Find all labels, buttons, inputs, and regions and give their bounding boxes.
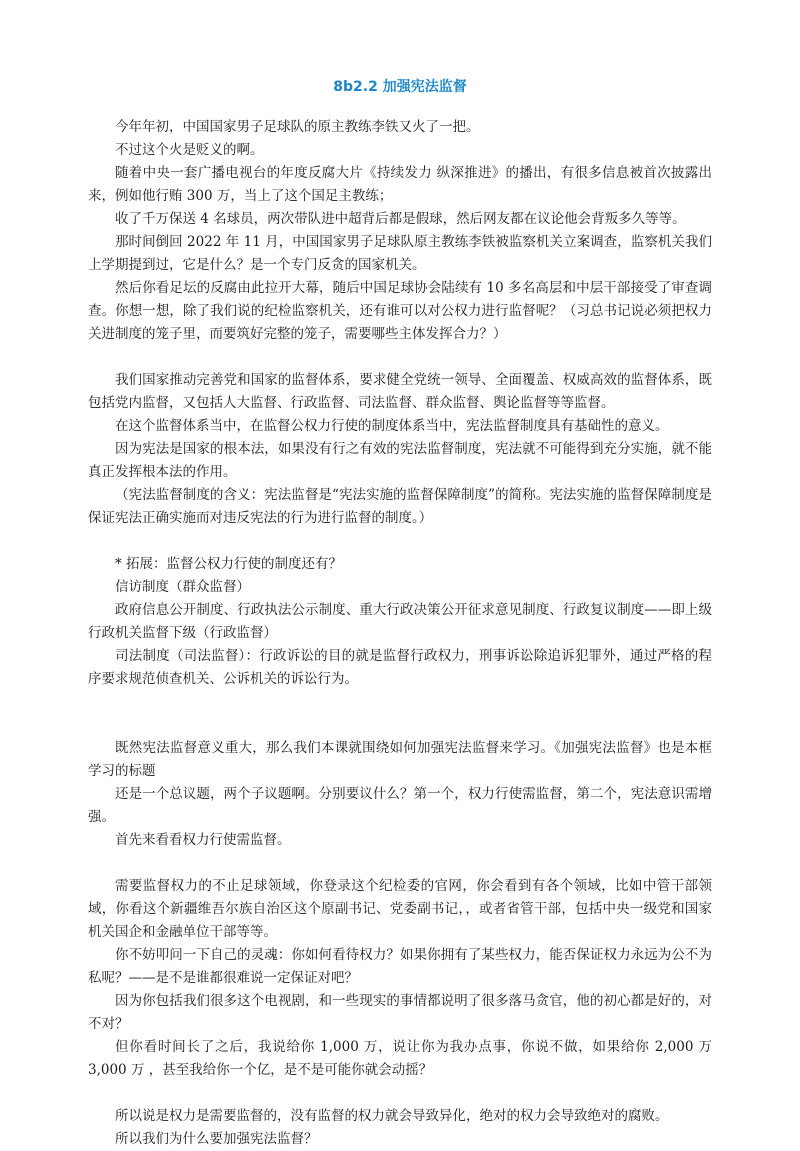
paragraph: 收了千万保送 4 名球员，两次带队进中超背后都是假球，然后网友都在议论他会背叛多久等等。: [115, 211, 686, 227]
blank-line: [88, 1082, 712, 1105]
paragraph: 因为你包括我们很多这个电视剧，和一些现实的事情都说明了很多落马贪官，他的初心都是好的，对不对？: [88, 993, 712, 1032]
paragraph: 所以我们为什么要加强宪法监督？: [115, 1131, 318, 1147]
blank-line: [88, 852, 712, 875]
paragraph: 政府信息公开制度、行政执法公示制度、重大行政决策公开征求意见制度、行政复议制度——即上级行政机关监督下级（行政监督）: [88, 602, 712, 641]
paragraph: 不过这个火是贬义的啊。: [115, 142, 264, 158]
paragraph: 因为宪法是国家的根本法，如果没有行之有效的宪法监督制度，宪法就不可能得到充分实施，就不能真正发挥根本法的作用。: [88, 441, 712, 480]
paragraph: 但你看时间长了之后，我说给你 1,000 万，说让你为我办点事，你说不做，如果给你 2,000 万 3,000 万 ，甚至我给你一个亿，是不是可能你就会动摇？: [88, 1039, 712, 1078]
paragraph: 我们国家推动完善党和国家的监督体系，要求健全党统一领导、全面覆盖、权威高效的监督体系，既包括党内监督，又包括人大监督、行政监督、司法监督、群众监督、舆论监督等等监督。: [88, 372, 712, 411]
blank-line: [88, 530, 712, 553]
paragraph: 还是一个总议题，两个子议题啊。分别要议什么？第一个，权力行使需监督，第二个，宪法意识需增强。: [88, 786, 712, 825]
paragraph: * 拓展：监督公权力行使的制度还有？: [115, 556, 343, 572]
blank-line: [88, 691, 712, 737]
paragraph: 首先来看看权力行使需监督。: [115, 832, 291, 848]
paragraph: 需要监督权力的不止足球领域，你登录这个纪检委的官网，你会看到有各个领域，比如中管干部领域，你看这个新疆维吾尔族自治区这个原副书记、党委副书记，，或者省管干部，包括中央一级党和国家机关国企和金融单位干部等等。: [88, 878, 712, 940]
paragraph: 既然宪法监督意义重大，那么我们本课就围绕如何加强宪法监督来学习。《加强宪法监督》也是本框学习的标题: [88, 740, 712, 779]
blank-line: [88, 346, 712, 369]
paragraph: 司法制度（司法监督）：行政诉讼的目的就是监督行政权力，刑事诉讼除追诉犯罪外，通过严格的程序要求规范侦查机关、公诉机关的诉讼行为。: [88, 648, 712, 687]
paragraph: 随着中央一套广播电视台的年度反腐大片《持续发力 纵深推进》的播出，有很多信息被首次披露出来，例如他行贿 300 万，当上了这个国足主教练；: [88, 165, 712, 204]
paragraph: 今年年初，中国国家男子足球队的原主教练李铁又火了一把。: [115, 119, 480, 135]
page-title: 8b2.2 加强宪法监督: [333, 79, 467, 95]
paragraph: 你不妨叩问一下自己的灵魂：你如何看待权力？如果你拥有了某些权力，能否保证权力永远为公不为私呢？——是不是谁都很难说一定保证对吧？: [88, 947, 712, 986]
document-body: [88, 116, 712, 1151]
paragraph: 所以说是权力是需要监督的，没有监督的权力就会导致异化，绝对的权力会导致绝对的腐败。: [115, 1108, 669, 1124]
paragraph: 信访制度（群众监督）: [115, 579, 250, 595]
paragraph: 那时间倒回 2022 年 11 月，中国国家男子足球队原主教练李铁被监察机关立案调查，监察机关我们上学期提到过，它是什么？是一个专门反贪的国家机关。: [88, 234, 712, 273]
paragraph: 然后你看足坛的反腐由此拉开大幕，随后中国足球协会陆续有 10 多名高层和中层干部接受了审查调查。你想一想，除了我们说的纪检监察机关，还有谁可以对公权力进行监督呢？（习总书记说必须把权力关进制度的笼子里，而要筑好完整的笼子，需要哪些主体发挥合力？）: [88, 280, 712, 342]
paragraph: 在这个监督体系当中，在监督公权力行使的制度体系当中，宪法监督制度具有基础性的意义。: [115, 418, 669, 434]
paragraph: （宪法监督制度的含义：宪法监督是“宪法实施的监督保障制度”的简称。宪法实施的监督保障制度是保证宪法正确实施而对违反宪法的行为进行监督的制度。）: [88, 487, 712, 526]
